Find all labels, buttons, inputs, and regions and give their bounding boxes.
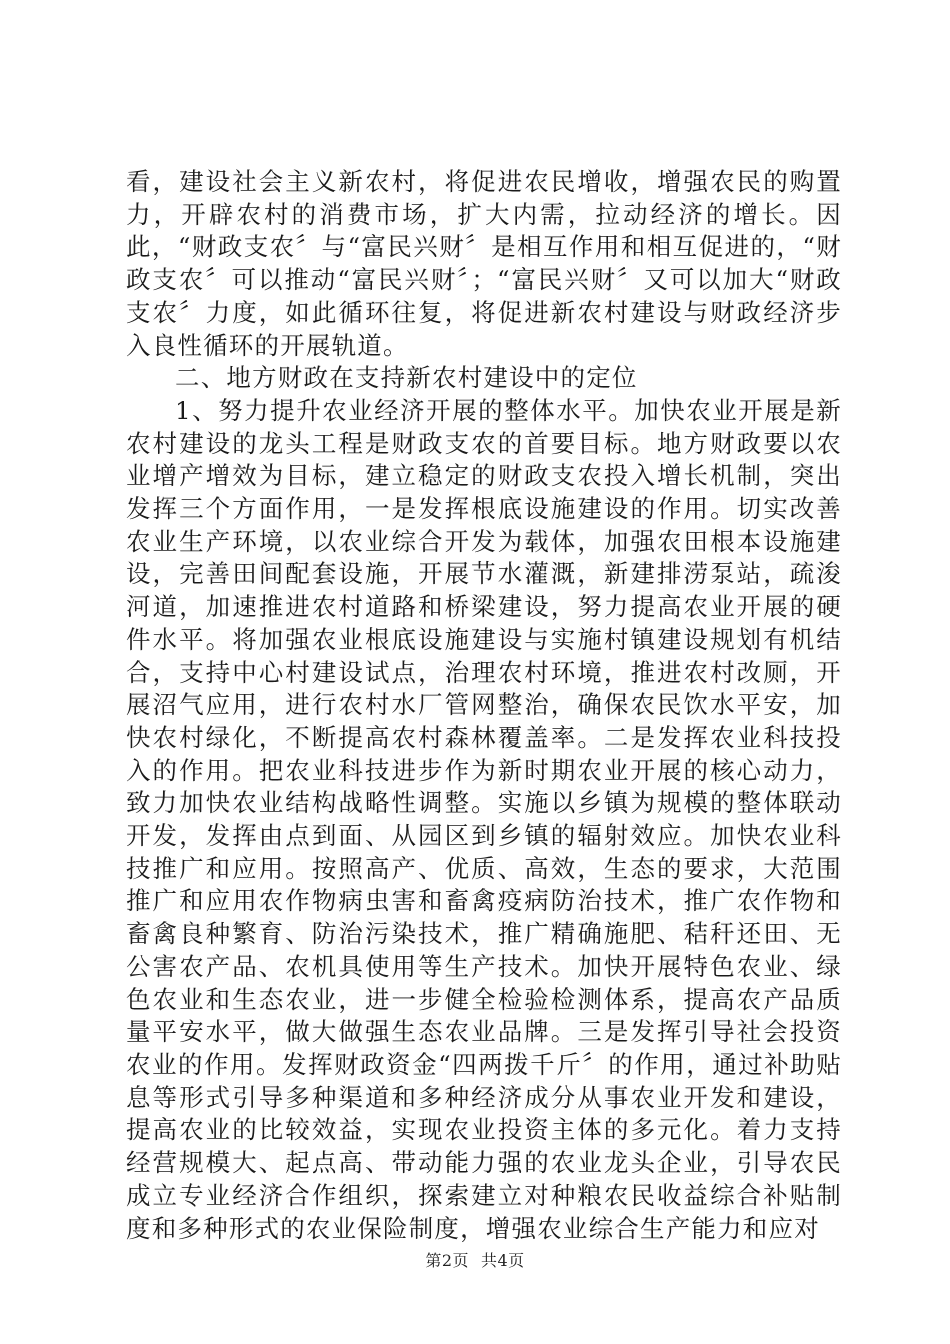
section-heading: 二、地方财政在支持新农村建设中的定位 — [175, 363, 638, 393]
page-number: 第2页 — [425, 1251, 469, 1270]
page-footer — [0, 1248, 950, 1271]
document-body — [126, 166, 842, 1245]
paragraph-agriculture-level: 1、努力提升农业经济开展的整体水平。加快农业开展是新农村建设的龙头工程是财政支农的首要目标。地方财政要以农业增产增效为目标，建立稳定的财政支农投入增长机制，突出发挥三个方面作用，一是发挥根底设施建设的作用。切实改善农业生产环境，以农业综合开发为载体，加强农田根本设施建设，完善田间配套设施，开展节水灌溉，新建排涝泵站，疏浚河道，加速推进农村道路和桥梁建设，努力提高农业开展的硬件水平。将加强农业根底设施建设与实施村镇建设规划有机结合，支持中心村建设试点，治理农村环境，推进农村改厕，开展沼气应用，进行农村水厂管网整治，确保农民饮水平安，加快农村绿化，不断提高农村森林覆盖率。二是发挥农业科技投入的作用。把农业科技进步作为新时期农业开展的核心动力，致力加快农业结构战略性调整。实施以乡镇为规模的整体联动开发，发挥由点到面、从园区到乡镇的辐射效应。加快农业科技推广和应用。按照高产、优质、高效，生态的要求，大范围推广和应用农作物病虫害和畜禽疫病防治技术，推广农作物和畜禽良种繁育、防治污染技术，推广精确施肥、秸秆还田、无公害农产品、农机具使用等生产技术。加快开展特色农业、绿色农业和生态农业，进一步健全检验检测体系，提高农产品质量平安水平，做大做强生态农业品牌。三是发挥引导社会投资农业的作用。发挥财政资金“四两拨千斤〞的作用，通过补助贴息等形式引导多种渠道和多种经济成分从事农业开发和建设，提高农业的比较效益，实现农业投资主体的多元化。着力支持经营规模大、起点高、带动能力强的农业龙头企业，引导农民成立专业经济合作组织，探索建立对种粮农民收益综合补贴制度和多种形式的农业保险制度，增强农业综合生产能力和应对 — [126, 395, 842, 1243]
paragraph-continuation: 看，建设社会主义新农村，将促进农民增收，增强农民的购置力，开辟农村的消费市场，扩大内需，拉动经济的增长。因此，“财政支农〞与“富民兴财〞是相互作用和相互促进的，“财政支农〞可以推动“富民兴财〞；“富民兴财〞又可以加大“财政支农〞力度，如此循环往复，将促进新农村建设与财政经济步入良性循环的开展轨道。 — [126, 167, 842, 360]
page-total: 共4页 — [481, 1251, 525, 1270]
